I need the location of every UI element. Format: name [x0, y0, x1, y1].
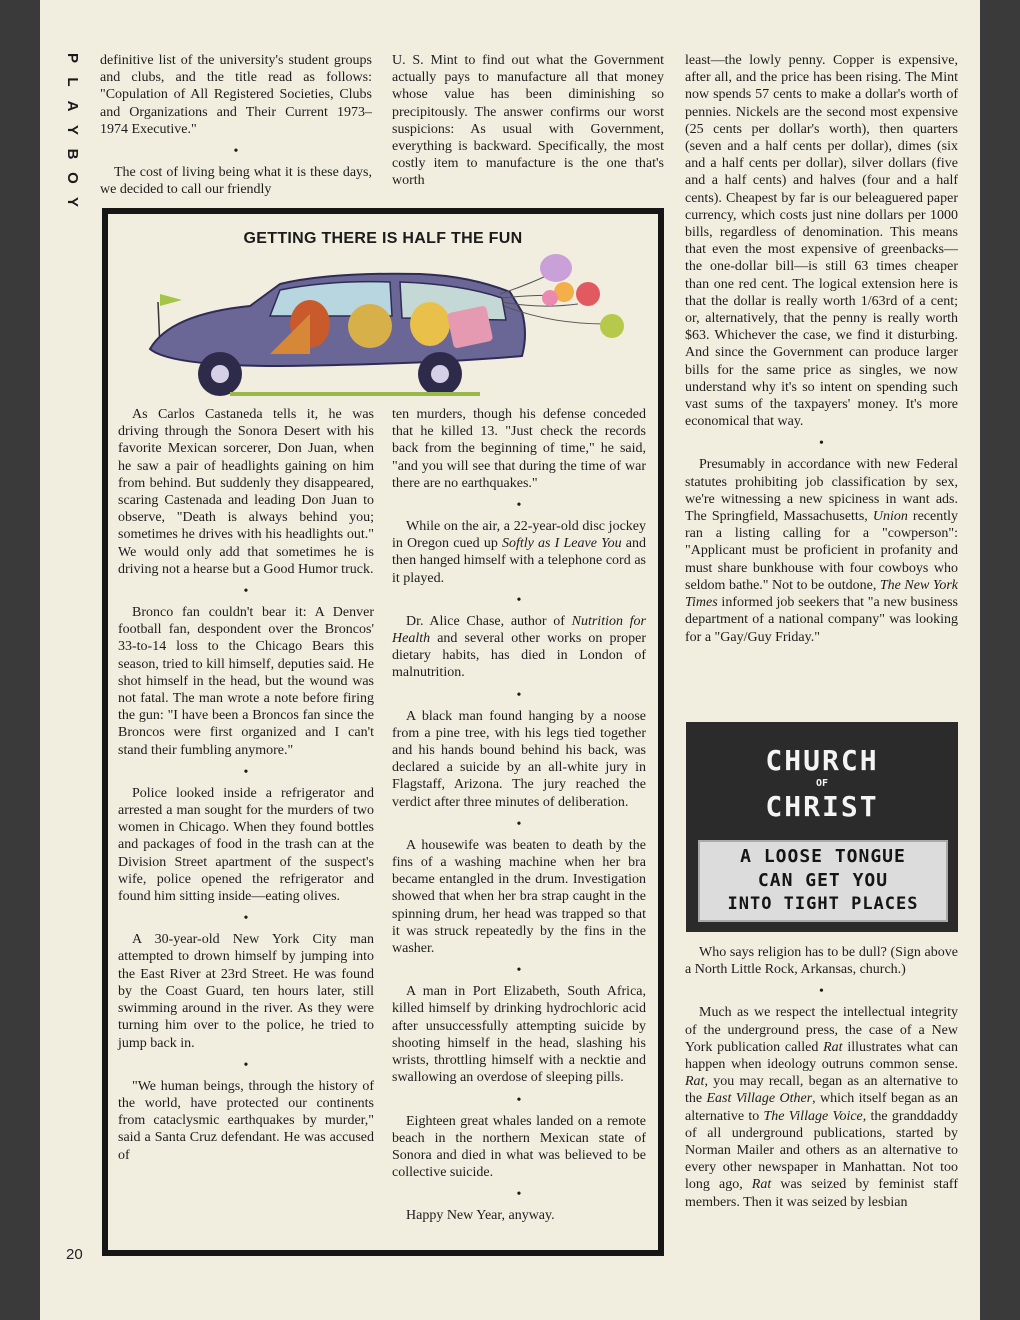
column-2	[392, 52, 664, 200]
sign-board-line: INTO TIGHT PLACES	[727, 894, 919, 914]
paragraph: The cost of living being what it is these days, we decided to call our friendly	[100, 165, 372, 198]
paragraph: As Carlos Castaneda tells it, he was driving through the Sonora Desert with his favorite Mexican sorcerer, Don Juan, when he saw a pair of headlights gaining on him from behind. But suddenly they disappeared, scaring Castenada and leading Don Juan to observe, "Death is always behind you; sometimes he drives with his headlights out." We would only add that sometimes he is driving not a hearse but a Good Humor truck.	[118, 407, 374, 577]
title-letter: O	[64, 172, 81, 184]
column-1	[100, 52, 372, 208]
paragraph	[392, 613, 646, 682]
feature-column-2	[392, 406, 646, 1235]
separator-bullet: •	[516, 963, 522, 979]
sign-board	[698, 840, 948, 922]
publication-name: Rat	[823, 1039, 843, 1055]
paragraph: ten murders, though his defense conceded that he killed 13. "Just check the records back from the beginning of time," he said, "and you will see that during the time of war there are no earthquakes."	[392, 407, 646, 491]
sign-church: CHURCH	[765, 744, 879, 777]
sign-board-line: A LOOSE TONGUE	[740, 846, 906, 867]
paragraph: Police looked inside a refrigerator and arrested a man sought for the murders of two women in Chicago. When they found bottles and packages of food in the trash can at the Division Street apartment of the suspect's wife, police opened the refrigerator and found him sitting inside—eating olives.	[118, 785, 374, 905]
separator-bullet: •	[516, 1092, 522, 1108]
publication-name: Rat	[751, 1177, 772, 1193]
sign-of: OF	[815, 778, 829, 789]
title-letter: A	[64, 100, 81, 112]
paragraph: A housewife was beaten to death by the fins of a washing machine when her bra became entangled in the drum. Investigation showed that when her bra strap caught in the spinning drum, her head was trapped so that it was struck repeatedly by the fins in the washer.	[392, 837, 646, 957]
text: and several other works on proper dietary habits, has died in London of malnutrition.	[392, 631, 646, 681]
sign-christ: CHRIST	[765, 790, 879, 823]
title-letter: Y	[64, 124, 81, 135]
text: informed job seekers that "a new business department of a national company" was looking for a "Gay/Guy Friday."	[685, 595, 958, 645]
title-letter: B	[64, 148, 81, 160]
paragraph: Happy New Year, anyway.	[406, 1208, 555, 1224]
separator-bullet: •	[819, 984, 824, 1000]
separator-bullet: •	[243, 1057, 249, 1073]
text: illustrates what can happen when ideology outruns common sense.	[685, 1039, 958, 1073]
title-letter: P	[64, 52, 81, 63]
paragraph	[685, 456, 958, 645]
publication-name: The Village Voice	[763, 1108, 863, 1124]
text: Dr. Alice Chase, author of	[406, 613, 572, 629]
paragraph: U. S. Mint to find out what the Government actually pays to manufacture all that money whose value has been diminishing so precipitously. The answer confirms our worst suspicions: As usual with Government, everything is backward. Specifically, the most costly item to manufacture is the one that's worth	[392, 53, 664, 189]
separator-bullet: •	[516, 1187, 522, 1203]
balloon-green	[600, 314, 624, 338]
publication-name: Rat	[685, 1074, 705, 1090]
separator-bullet: •	[516, 592, 522, 608]
text: Presumably in accordance with new Federal statutes prohibiting job classification by sex, we're witnessing a new spiciness in want ads. The Springfield, Massachusetts,	[685, 457, 958, 525]
song-title: Softly as I Leave You	[502, 536, 622, 552]
paragraph	[685, 1004, 958, 1210]
publication-name: The New York Times	[685, 577, 958, 611]
column-3	[685, 52, 958, 656]
separator-bullet: •	[243, 764, 249, 780]
separator-bullet: •	[516, 816, 522, 832]
separator-bullet: •	[243, 584, 249, 600]
separator-bullet: •	[243, 911, 249, 927]
separator-bullet: •	[516, 687, 522, 703]
balloon-purple	[540, 254, 572, 282]
feature-box-title: GETTING THERE IS HALF THE FUN	[243, 230, 523, 247]
feature-column-1	[118, 406, 374, 1174]
balloon-red	[576, 282, 600, 306]
paragraph: "We human beings, through the history of the world, have protected our continents from cataclysmic earthquakes by murder," said a Santa Cruz defendant. He was accused of	[118, 1078, 374, 1163]
publication-name: Union	[872, 509, 908, 525]
balloon-pink	[542, 290, 558, 306]
title-letter: L	[64, 77, 81, 87]
separator-bullet: •	[516, 498, 522, 514]
separator-bullet: •	[233, 144, 239, 160]
paragraph: definitive list of the university's student groups and clubs, and the title read as follows: "Copulation of All Registered Societies, Clubs and Organizations and Their Current 1973–1974 Executive."	[100, 53, 372, 137]
text: Much as we respect the intellectual integrity of the underground press, the case of a New York publication called	[685, 1005, 958, 1055]
photo-caption: Who says religion has to be dull? (Sign above a North Little Rock, Arkansas, church.)	[685, 945, 958, 978]
paragraph: Bronco fan couldn't bear it: A Denver football fan, despondent over the Broncos' 33-to-14 loss to the Chicago Bears this season, tried to kill himself, deputies said. He shot himself in the head, but the wound was not fatal. The man wrote a note before firing the gun: "I have been a Broncos fan since the Broncos were first organized and I can't stand their fumbling anymore."	[118, 605, 374, 758]
text: , the granddaddy of all underground publications, started by Norman Mailer and others as an alternative to every other newspaper in Manhattan. Not too long ago,	[685, 1108, 958, 1193]
paragraph: Eighteen great whales landed on a remote beach in the northern Mexican state of Sonora and died in what was believed to be collective suicide.	[392, 1113, 646, 1181]
magazine-name-vertical	[55, 46, 83, 214]
separator-bullet: •	[819, 436, 824, 452]
paragraph: least—the lowly penny. Copper is expensive, after all, and the price has been rising. The Mint now spends 57 cents to make a dollar's worth of pennies. Nickels are the second most expensive (25 cents per dollar's worth), then quarters (seven and a half cents per dollar), dimes (six and a half cents per dollar), silver dollars (five and a half cents) and halves (four and a half cents). Cheapest by far is our beleaguered paper currency, which costs just nine dollars per 1000 bills, regardless of denomination. This means that even the most expensive of greenbacks—the one-dollar bill—is still 63 times cheaper than one red cent. The logical extension here is that the dollar is really worth 1/63rd of a cent; or, alternatively, that the penny is really worth $63. Whichever the case, we find it disturbing. And since the Government can produce larger bills for the same price as singles, we now understand why it's so intent on spending such vast sums of the taxpayers' money. It's more economical that way.	[685, 53, 958, 430]
publication-name: East Village Other	[706, 1091, 813, 1107]
title-letter: Y	[64, 196, 81, 207]
text: was seized by feminist staff members. Then it was seized by lesbian	[685, 1177, 958, 1210]
paragraph: A man in Port Elizabeth, South Africa, killed himself by drinking hydrochloric acid after unsuccessfully attempting suicide by shooting himself in the head, slashing his wrists, throttling himself with a necktie and swallowing an overdose of sleeping pills.	[392, 984, 646, 1086]
book-title: Nutrition for Health	[392, 613, 646, 647]
column-3-lower	[685, 944, 958, 1221]
text: While on the air, a 22-year-old disc jockey in Oregon cued up	[392, 519, 646, 552]
pennant-flag-left	[160, 294, 182, 306]
text: recently ran a listing calling for a "cowperson": "Applicant must be proficient in profanity and must share bunkhouse with four cowboys who seldom bathe." Not to be outdone,	[685, 509, 958, 593]
paragraph: A black man found hanging by a noose from a pine tree, with his legs tied together and his hands bound behind his back, was declared a suicide by an all-white jury in Flagstaff, Arizona. The jury reached the verdict after three minutes of deliberation.	[392, 708, 646, 810]
paragraph	[392, 518, 646, 587]
hearse-illustration	[130, 254, 650, 404]
text: and then hanged himself with a telephone cord as it played.	[392, 536, 646, 586]
sign-board-line: CAN GET YOU	[757, 870, 889, 891]
text: , you may recall, began as an alternative to the	[685, 1074, 958, 1107]
text: , which itself began as an alternative to	[685, 1091, 958, 1124]
page-number: 20	[66, 1246, 83, 1263]
paragraph: A 30-year-old New York City man attempted to drown himself by jumping into the East River at 23rd Street. He was found by the Coast Guard, ten hours later, still swimming around in the river. As they were turning him over to the police, he tried to jump back in.	[118, 932, 374, 1051]
church-sign-photo	[686, 722, 958, 932]
